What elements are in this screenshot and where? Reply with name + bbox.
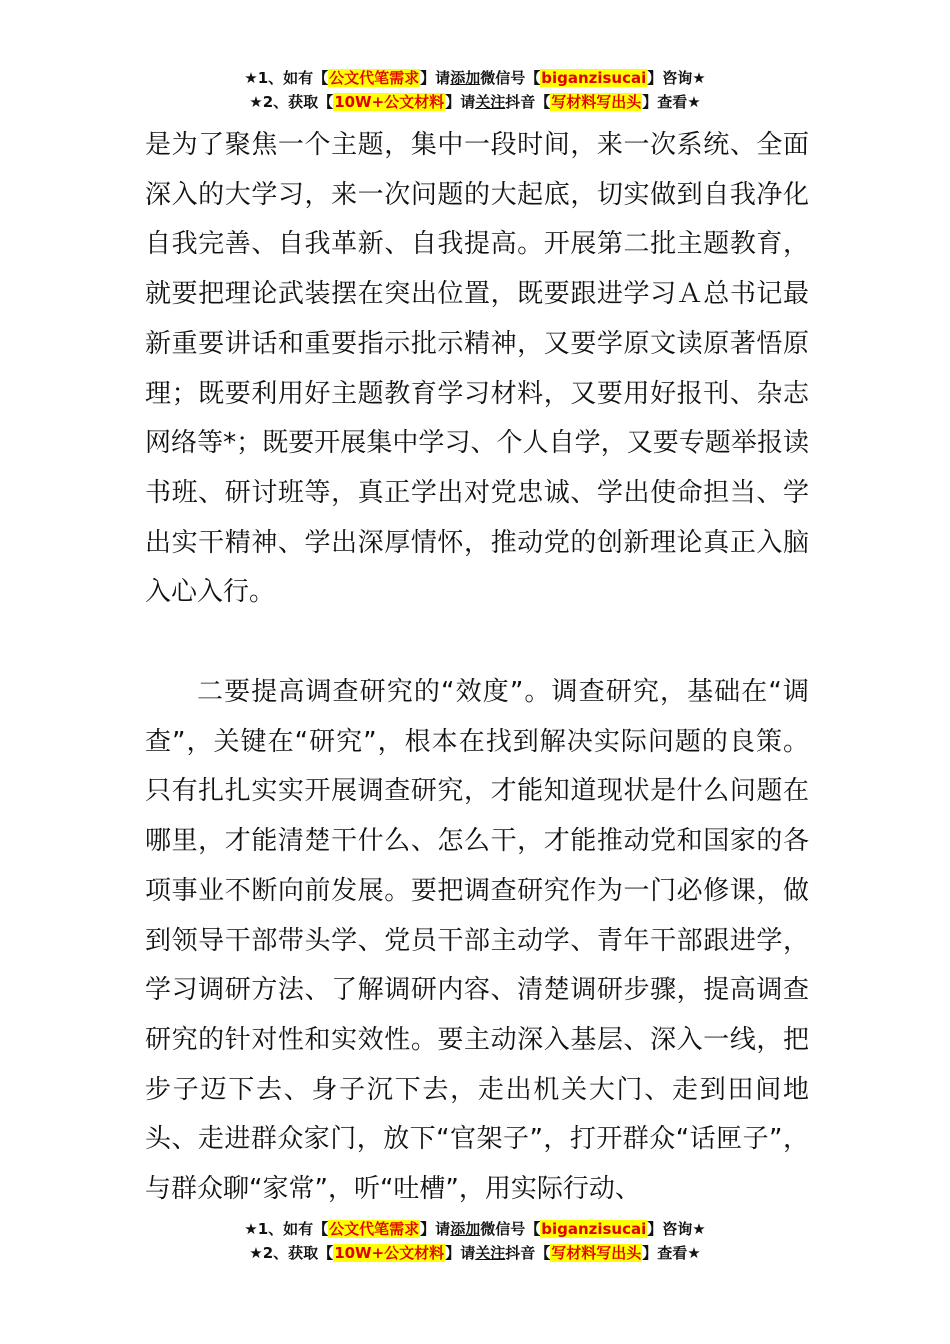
banner-line-1 [0, 66, 950, 90]
banner-text: 微信号【 [480, 69, 541, 87]
paragraph: 是为了聚焦一个主题，集中一段时间，来一次系统、全面深入的大学习，来一次问题的大起底，切实做到自我净化自我完善、自我革新、自我提高。开展第二批主题教育，就要把理论武装摆在突出位置，既要跟进学习Ａ总书记最新重要讲话和重要指示批示精神，又要学原文读原著悟原理；既要利用好主题教育学习材料，又要用好报刊、杂志网络等*；既要开展集中学习、个人自学，又要专题举报读书班、研讨班等，真正学出对党忠诚、学出使命担当、学出实干精神、学出深厚情怀，推动党的创新理论真正入脑入心入行。 [145, 130, 809, 608]
banner-text: 1、如有【 [257, 69, 329, 87]
banner-text: 1、如有【 [257, 1220, 329, 1238]
underlined-text: 关注 [475, 93, 506, 111]
footer-banner [0, 1217, 950, 1265]
paragraph: 二要提高调查研究的“效度”。调查研究，基础在“调查”，关键在“研究”，根本在找到解决实际问题的良策。只有扎扎实实开展调查研究，才能知道现状是什么问题在哪里，才能清楚干什么、怎么干，才能推动党和国家的各项事业不断向前发展。要把调查研究作为一门必修课，做到领导干部带头学、党员干部主动学、青年干部跟进学，学习调研方法、了解调研内容、清楚调研步骤，提高调查研究的针对性和实效性。要主动深入基层、深入一线，把步子迈下去、身子沉下去，走出机关大门、走到田间地头、走进群众家门，放下“官架子”，打开群众“话匣子”，与群众聊“家常”，听“吐槽”，用实际行动、 [145, 677, 809, 1205]
header-banner [0, 66, 950, 114]
paragraph-gap [145, 618, 809, 668]
banner-text: 】请 [445, 1244, 476, 1262]
document-body [145, 121, 809, 1215]
banner-line-1 [0, 1217, 950, 1241]
banner-text: 抖音【 [505, 1244, 551, 1262]
banner-text: 】咨询★ [647, 69, 706, 87]
banner-line-2 [0, 1241, 950, 1265]
banner-text: 抖音【 [505, 93, 551, 111]
highlight-service: 公文代笔需求 [329, 69, 420, 87]
underlined-text: 添加 [450, 1220, 481, 1238]
underlined-text: 关注 [475, 1244, 506, 1262]
highlight-wechat-id: biganzisucai [541, 69, 647, 87]
banner-text: 2、获取【 [262, 1244, 334, 1262]
highlight-materials: 10W+公文材料 [334, 1244, 445, 1262]
star-icon: ★ [249, 93, 263, 111]
banner-text: 】请 [420, 1220, 451, 1238]
banner-text: 微信号【 [480, 1220, 541, 1238]
star-icon: ★ [244, 69, 258, 87]
star-icon: ★ [244, 1220, 258, 1238]
banner-text: 】咨询★ [647, 1220, 706, 1238]
highlight-wechat-id: biganzisucai [541, 1220, 647, 1238]
highlight-materials: 10W+公文材料 [334, 93, 445, 111]
banner-text: 2、获取【 [262, 93, 334, 111]
banner-text: 】查看★ [642, 1244, 701, 1262]
banner-line-2 [0, 90, 950, 114]
highlight-douyin-account: 写材料写出头 [551, 1244, 642, 1262]
highlight-service: 公文代笔需求 [329, 1220, 420, 1238]
underlined-text: 添加 [450, 69, 481, 87]
highlight-douyin-account: 写材料写出头 [551, 93, 642, 111]
banner-text: 】请 [445, 93, 476, 111]
banner-text: 】请 [420, 69, 451, 87]
star-icon: ★ [249, 1244, 263, 1262]
banner-text: 】查看★ [642, 93, 701, 111]
